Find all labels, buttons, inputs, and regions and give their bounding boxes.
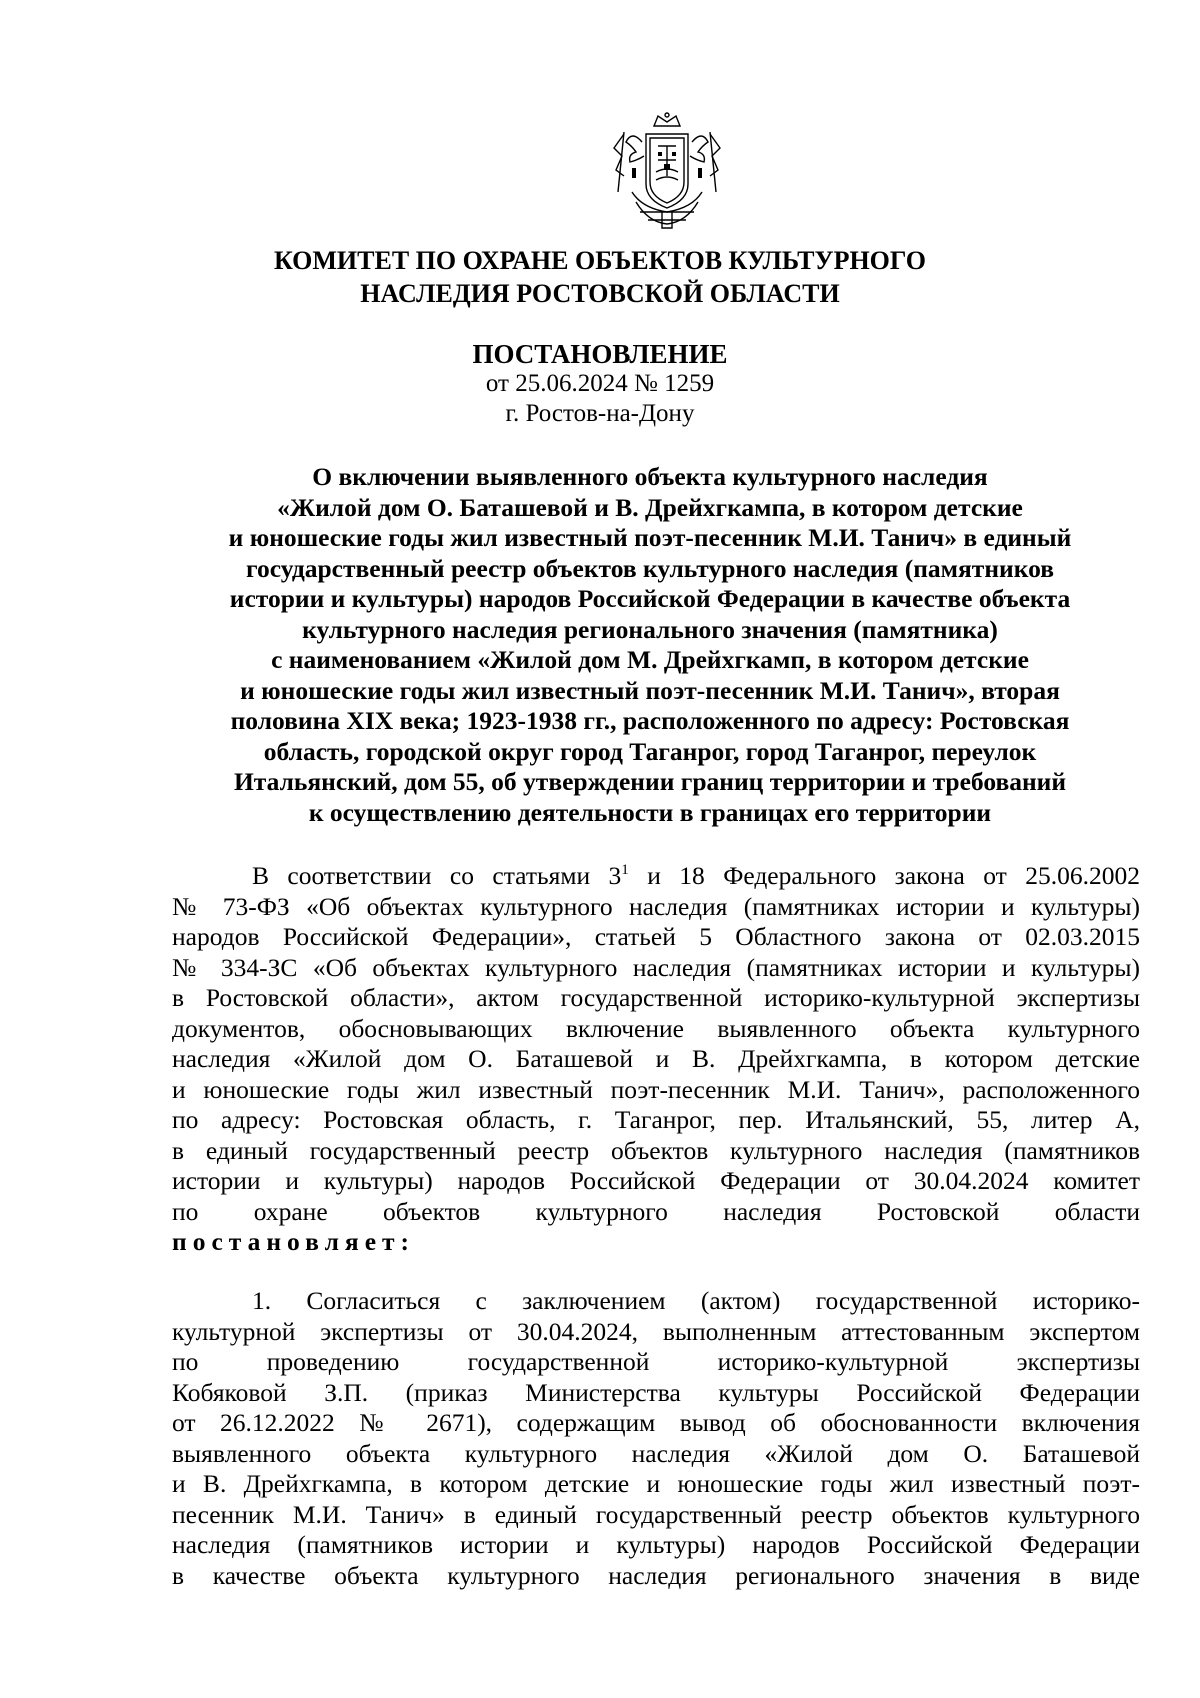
item-1-line: культурной экспертизы от 30.04.2024, выполненным аттестованным экспертом: [172, 1316, 1140, 1346]
item-1-line: Кобяковой З.П. (приказ Министерства культуры Российской Федерации: [172, 1377, 1140, 1407]
preamble-line: документов, обосновывающих включение выявленного объекта культурного: [172, 1013, 1140, 1043]
item-1-line: в качестве объекта культурного наследия регионального значения в виде: [172, 1560, 1140, 1590]
item-1-line: по проведению государственной историко-культурной экспертизы: [172, 1347, 1140, 1376]
subject-line: к осуществлению деятельности в границах его территории: [308, 797, 992, 827]
preamble-line: в единый государственный реестр объектов культурного наследия (памятников: [172, 1135, 1140, 1165]
subject-line: с наименованием «Жилой дом М. Дрейхгкамп, в котором детские: [271, 645, 1029, 674]
date-and-number: от 25.06.2024 № 1259: [485, 370, 715, 397]
subject-line: Итальянский, дом 55, об утверждении границ территории и требований: [233, 767, 1067, 796]
coat-of-arms-emblem: [612, 112, 722, 230]
subject-line: половина XIX века; 1923-1938 гг., расположенного по адресу: Ростовская: [230, 706, 1070, 735]
subject-line: государственный реестр объектов культурного наследия (памятников: [246, 553, 1054, 583]
subject-line: область, городской округ город Таганрог, город Таганрог, переулок: [263, 736, 1037, 766]
committee-heading: [150, 244, 1050, 310]
preamble-line: № 334-ЗС «Об объектах культурного наследия (памятниках истории и культуры): [172, 952, 1140, 982]
item-1-line: наследия (памятников истории и культуры) народов Российской Федерации: [172, 1530, 1140, 1559]
subject-line: и юношеские годы жил известный поэт-песенник М.И. Танич» в единый: [228, 523, 1072, 552]
preamble-line: истории и культуры) народов Российской Федерации от 30.04.2024 комитет: [172, 1166, 1140, 1195]
item-1-line: песенник М.И. Танич» в единый государственный реестр объектов культурного: [172, 1499, 1140, 1529]
preamble-line: № 73-ФЗ «Об объектах культурного наследия (памятниках истории и культуры): [172, 891, 1140, 921]
item-1-line: выявленного объекта культурного наследия «Жилой дом О. Баташевой: [172, 1438, 1140, 1468]
preamble-line: и юношеские годы жил известный поэт-песенник М.И. Танич», расположенного: [172, 1074, 1140, 1104]
preamble-paragraph: [172, 861, 1140, 1258]
city-line: г. Ростов-на-Дону: [505, 400, 695, 427]
subject-line: и юношеские годы жил известный поэт-песенник М.И. Танич», вторая: [240, 675, 1060, 705]
preamble-line: по охране объектов культурного наследия Ростовской области: [172, 1196, 1140, 1226]
preamble-line: по адресу: Ростовская область, г. Таганрог, пер. Итальянский, 55, литер А,: [172, 1105, 1140, 1134]
document-type-title: ПОСТАНОВЛЕНИЕ: [472, 339, 728, 369]
subject-line: культурного наследия регионального значения (памятника): [302, 614, 998, 644]
subject-line: «Жилой дом О. Баташевой и В. Дрейхгкампа, в котором детские: [277, 492, 1023, 522]
committee-line-1: КОМИТЕТ ПО ОХРАНЕ ОБЪЕКТОВ КУЛЬТУРНОГО: [273, 246, 927, 275]
subject-line: истории и культуры) народов Российской Федерации в качестве объекта: [229, 584, 1071, 613]
preamble-line: наследия «Жилой дом О. Баташевой и В. Дрейхгкампа, в котором детские: [172, 1044, 1140, 1073]
article-superscript: 1: [621, 862, 629, 878]
subject-line: О включении выявленного объекта культурного наследия: [312, 462, 988, 491]
item-1-line: от 26.12.2022 № 2671), содержащим вывод об обоснованности включения: [172, 1408, 1140, 1437]
preamble-line: В соответствии со статьями $3^1$ и 18 Федерального закона от 25.06.2002: [252, 861, 1140, 890]
item-1-line: и В. Дрейхгкампа, в котором детские и юношеские годы жил известный поэт-: [172, 1469, 1140, 1498]
subject-heading: [160, 462, 1140, 828]
preamble-line: в Ростовской области», актом государственной историко-культурной экспертизы: [172, 983, 1140, 1012]
item-1-line: 1. Согласиться с заключением (актом) государственной историко-: [252, 1286, 1140, 1315]
preamble-line: народов Российской Федерации», статьей 5 Областного закона от 02.03.2015: [172, 922, 1140, 951]
committee-line-2: НАСЛЕДИЯ РОСТОВСКОЙ ОБЛАСТИ: [360, 279, 840, 308]
decree-word: постановляет:: [172, 1227, 416, 1256]
item-1-paragraph: [172, 1286, 1140, 1591]
